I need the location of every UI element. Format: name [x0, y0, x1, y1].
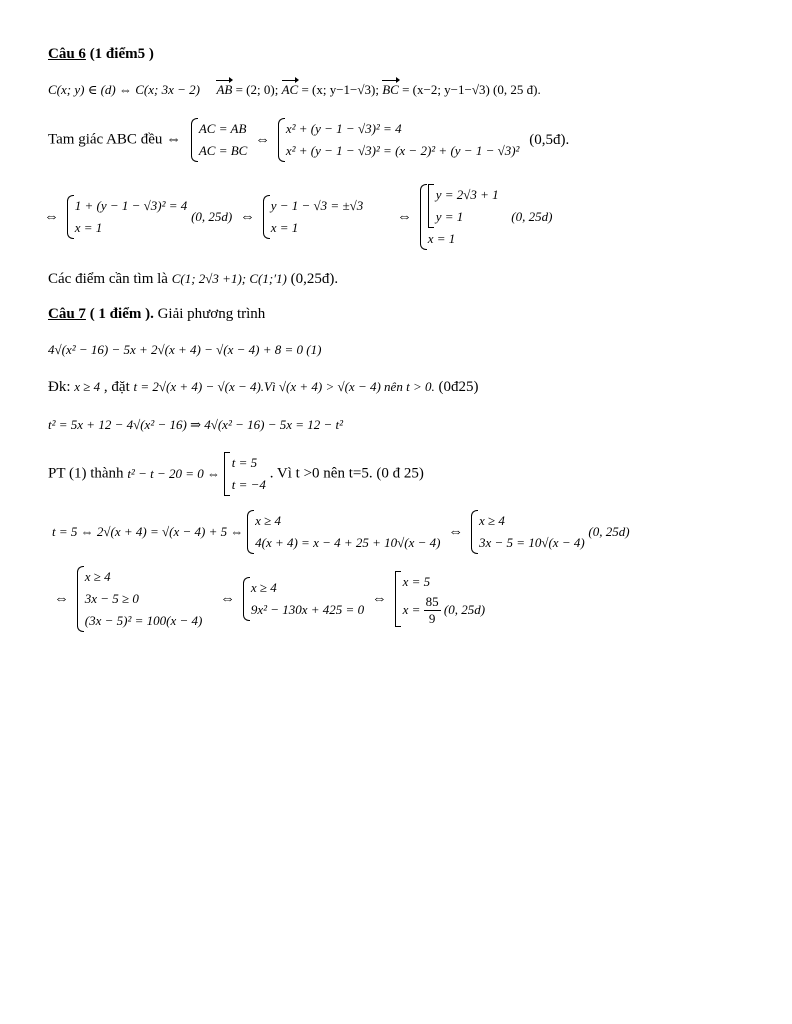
- system-row: 3x − 5 = 10√(x − 4): [479, 535, 585, 550]
- q6-equilateral-line: Tam giác ABC đều ⇔ AC = AB AC = BC ⇔ x² + (y − 1 − √3)² = 4 x² + (y − 1 − √3)² = (x − 2)² + (y − 1 − √3)² (0,5đ).: [48, 118, 569, 162]
- q6-system-coords: [278, 118, 520, 162]
- pt-suffix: . Vì t >0 nên t=5. (0 đ 25): [269, 465, 424, 482]
- q6-system-b: [263, 195, 364, 239]
- system-row: x ≥ 4: [255, 513, 282, 528]
- solve1-system-a: [247, 510, 440, 554]
- q7-solve-2: ⇔ x ≥ 4 3x − 5 ≥ 0 (3x − 5)² = 100(x − 4) ⇔ x ≥ 4 9x² − 130x + 425 = 0 ⇔ x = 5 x = $\frac{85}{9}$ (0, 25d): [50, 566, 485, 632]
- q6-bracket-group: [428, 184, 553, 228]
- result-x: x =: [402, 601, 421, 617]
- question-7-heading: [48, 306, 265, 323]
- condition-label: Đk:: [48, 379, 75, 395]
- system-row: x = 1: [74, 220, 103, 235]
- system-row: [436, 206, 553, 228]
- system-row: x = 1: [427, 231, 456, 246]
- q6-system-sides: [191, 118, 248, 162]
- question-6-heading: [48, 46, 154, 63]
- q7-quadratic-line: [48, 452, 424, 496]
- system-row: 9x² − 130x + 425 = 0: [250, 602, 365, 617]
- vector-bc-value: = (x−2; y−1−√3) (0, 25 đ).: [398, 82, 541, 97]
- q6-point-c: C(x; y) ∈ (d) ⇔ C(x; 3x − 2): [48, 82, 200, 97]
- vector-ac-label: AC: [281, 82, 299, 97]
- brace-icon: [191, 118, 198, 162]
- q6-points-c: (0, 25d): [511, 209, 553, 224]
- system-value: y = 1: [435, 209, 464, 224]
- question-6-number: Câu 6: [48, 46, 86, 62]
- solve2-system-b: [243, 577, 364, 621]
- bracket-icon: [395, 571, 401, 628]
- pt-prefix: PT (1) thành: [48, 465, 128, 482]
- solve2-results: [395, 571, 485, 628]
- system-row: 4(x + 4) = x − 4 + 25 + 10√(x − 4): [255, 535, 441, 550]
- brace-icon: [247, 510, 254, 554]
- pt-equation: t² − t − 20 = 0 ⇔: [127, 466, 221, 481]
- brace-icon: [471, 510, 478, 554]
- system-row: AC = AB: [198, 121, 247, 136]
- system-row: x ≥ 4: [84, 569, 111, 584]
- q6-conclusion: [48, 271, 338, 288]
- condition-mid: , đặt: [100, 379, 134, 395]
- system-row: 1 + (y − 1 − √3)² = 4: [74, 198, 188, 213]
- question-6-points: (1 điểm5 ): [85, 46, 154, 62]
- question-7-number: Câu 7: [48, 306, 86, 322]
- system-row: (3x − 5)² = 100(x − 4): [84, 613, 203, 628]
- conclusion-text: Các điểm cần tìm là: [48, 271, 172, 287]
- fraction-numerator: 85: [425, 594, 439, 610]
- vector-ac-value: = (x; y−1−√3);: [298, 82, 383, 97]
- question-7-points: ( 1 điểm ).: [85, 306, 154, 322]
- brace-icon: [67, 195, 74, 239]
- question-7-task: Giải phương trình: [153, 306, 266, 322]
- solve2-system-a: [77, 566, 203, 632]
- bracket-icon: [224, 452, 230, 496]
- pt-roots: [224, 452, 266, 496]
- system-row: x = 5: [402, 573, 431, 589]
- brace-icon: [263, 195, 270, 239]
- system-row: x ≥ 4: [250, 580, 277, 595]
- conclusion-score: (0,25đ).: [286, 271, 339, 287]
- solve2-points: (0, 25d): [443, 601, 486, 617]
- brace-icon: [420, 184, 427, 250]
- vector-ab-label: AB: [216, 82, 233, 97]
- q6-vector-line: [48, 82, 541, 98]
- q6-points-05: (0,5đ).: [529, 131, 570, 148]
- conclusion-points: C(1; 2√3 +1); C(1;′1): [171, 271, 287, 286]
- system-row: x² + (y − 1 − √3)² = 4: [285, 121, 402, 136]
- q7-equation: 4√(x² − 16) − 5x + 2√(x + 4) − √(x − 4) + 8 = 0 (1): [48, 342, 322, 357]
- system-row: t = −4: [231, 477, 266, 492]
- q7-solve-1: t = 5 ⇔ 2√(x + 4) = √(x − 4) + 5 ⇔ x ≥ 4 4(x + 4) = x − 4 + 25 + 10√(x − 4) ⇔ x ≥ 4 3x − 5 = 10√(x − 4) (0, 25d): [52, 510, 630, 554]
- system-row: x ≥ 4: [479, 513, 505, 528]
- fraction: [424, 594, 441, 627]
- q6-points-a: (0, 25d): [191, 209, 233, 224]
- brace-icon: [77, 566, 84, 632]
- system-row: t = 5: [231, 455, 258, 470]
- q7-condition: [48, 379, 478, 396]
- system-row: 3x − 5 ≥ 0: [84, 591, 139, 606]
- solve1-points: (0, 25d): [588, 524, 630, 539]
- brace-icon: [278, 118, 285, 162]
- system-row: y − 1 − √3 = ±√3: [270, 198, 364, 213]
- substitution: t = 2√(x + 4) − √(x − 4).Vì √(x + 4) > √(x − 4) nên t > 0.: [133, 379, 435, 394]
- condition-points: (0đ25): [434, 379, 479, 395]
- bracket-icon: [428, 184, 434, 228]
- system-row: y = 2√3 + 1: [435, 187, 499, 202]
- fraction-denominator: 9: [428, 611, 436, 627]
- solve-lhs: t = 5 ⇔ 2√(x + 4) = √(x − 4) + 5 ⇔: [52, 524, 244, 539]
- q6-system-a: [67, 195, 188, 239]
- brace-icon: [243, 577, 250, 621]
- q6-solve-line: ⇔ 1 + (y − 1 − √3)² = 4 x = 1 (0, 25d) ⇔ y − 1 − √3 = ±√3 x = 1 ⇔ y = 2√3 + 1 y = 1 (0, 25d) x = 1: [40, 184, 552, 250]
- system-row: AC = BC: [198, 143, 248, 158]
- vector-ab-value: = (2; 0);: [232, 82, 282, 97]
- q7-t-squared: t² = 5x + 12 − 4√(x² − 16) ⇒ 4√(x² − 16) − 5x = 12 − t²: [48, 417, 344, 432]
- solve1-system-b: [471, 510, 585, 554]
- system-row: x² + (y − 1 − √3)² = (x − 2)² + (y − 1 − √3)²: [285, 143, 520, 158]
- q6-system-c: [420, 184, 553, 250]
- system-row: x = 1: [270, 220, 299, 235]
- condition-math: x ≥ 4: [74, 379, 101, 394]
- vector-bc-label: BC: [382, 82, 399, 97]
- q6-equilateral-prefix: Tam giác ABC đều ⇔: [48, 131, 182, 148]
- system-row: [403, 593, 485, 628]
